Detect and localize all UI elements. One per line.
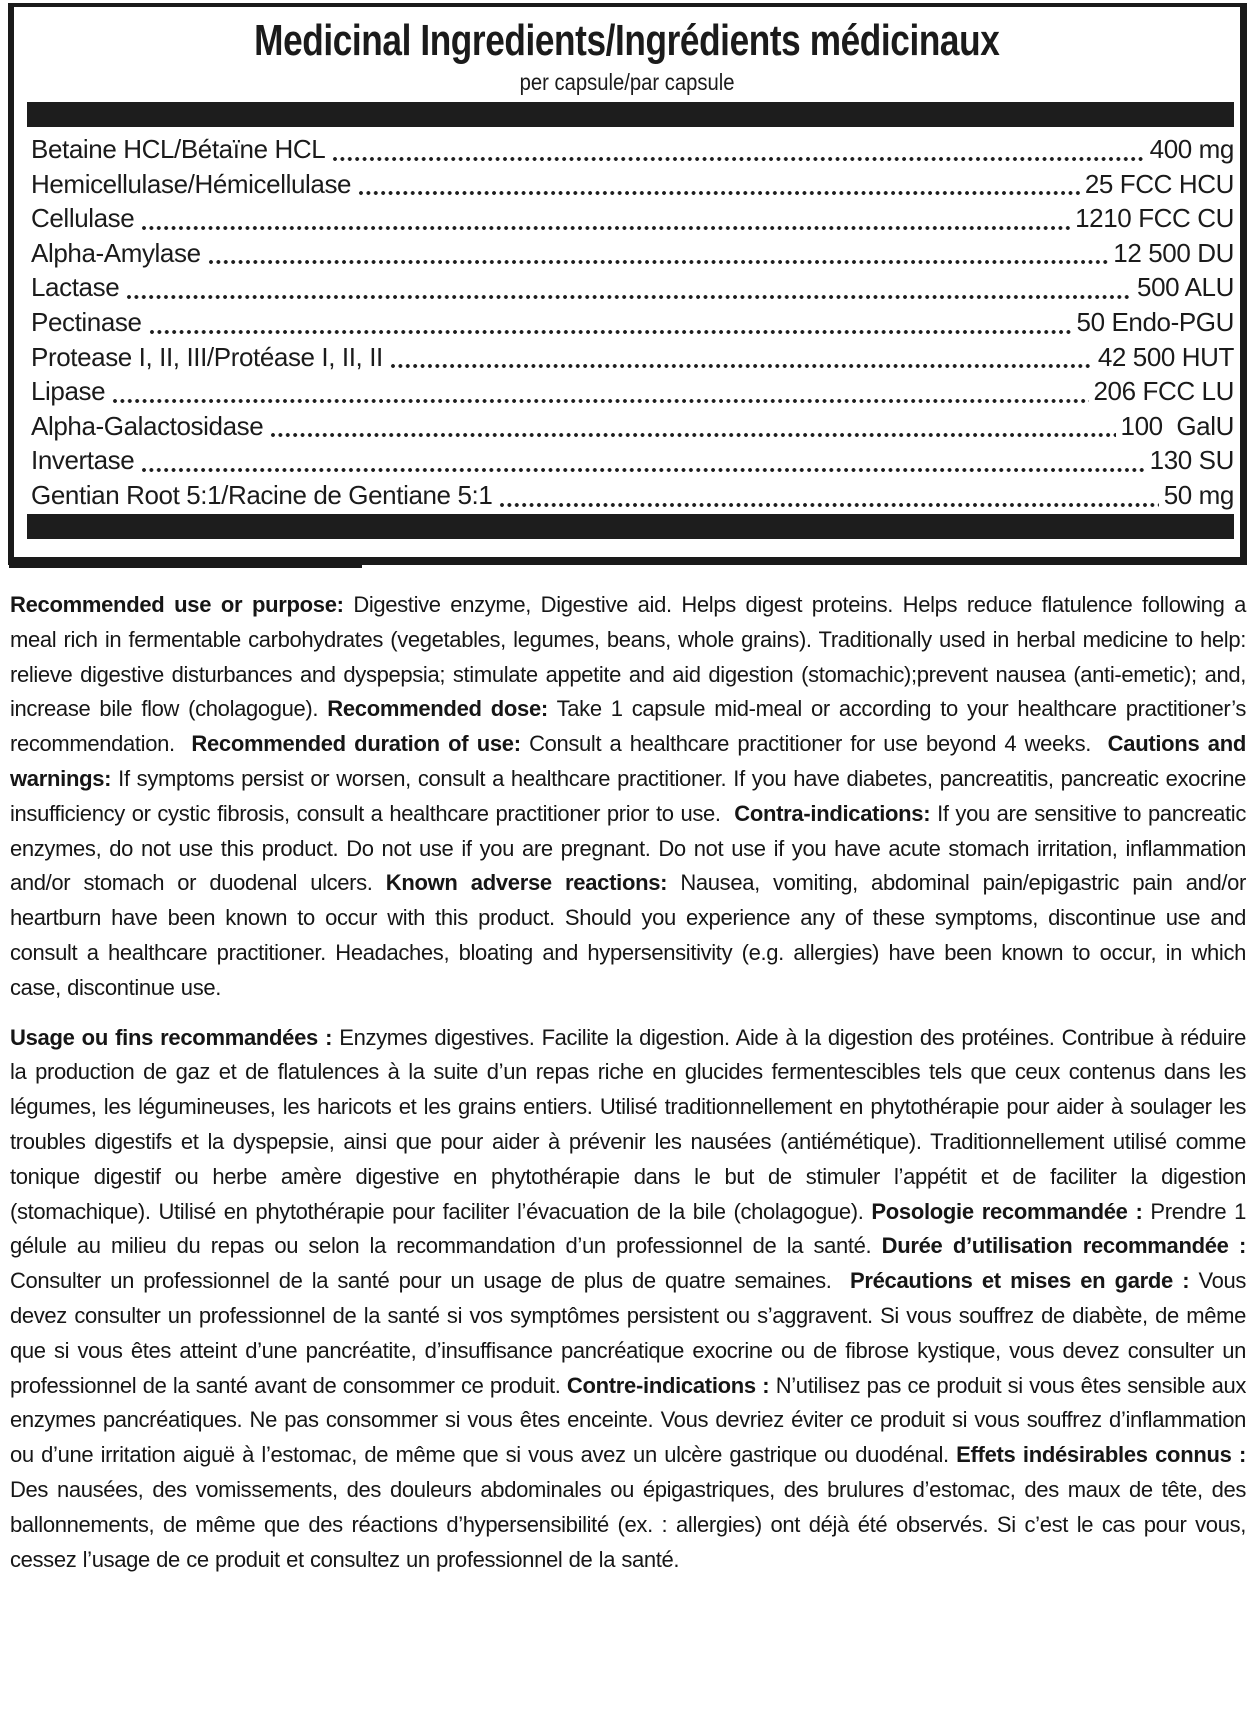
info-heading-run: Usage ou fins recommandées : — [10, 1024, 333, 1050]
ingredient-row — [31, 270, 1234, 305]
panel-subtitle — [14, 67, 1240, 97]
info-heading-run: Contre-indications : — [566, 1372, 770, 1398]
divider-bar-top — [27, 102, 1234, 127]
info-text-run: Des nausées, des vomissements, des douleurs abdominales ou épigastriques, des brulures d’estomac, des maux de tête, des ballonnements, de même que des réactions d’hypersensibilité (ex. : allergies) ont déjà été observés. Si c’est le cas pour vous, cessez l’usage de ce produit et consultez un professionnel de la santé. — [10, 1476, 1246, 1572]
ingredient-value: 206 FCC LU — [1093, 376, 1234, 407]
ingredient-value: 400 mg — [1149, 134, 1234, 164]
info-section — [10, 588, 1246, 1577]
info-heading-run: Durée d’utilisation recommandée : — [881, 1233, 1246, 1259]
medicinal-ingredients-panel — [8, 3, 1247, 565]
panel-title-text: Medicinal Ingredients/Ingrédients médicinaux — [254, 16, 1000, 65]
dot-leader — [141, 225, 1070, 231]
ingredient-name: Protease I, II, III/Protéase I, II, II — [31, 341, 383, 372]
divider-bar-bottom — [27, 514, 1234, 539]
info-text-run: Enzymes digestives. Facilite la digestion. Aide à la digestion des protéines. Contribue à réduire la production de gaz et de flatulences à la suite d’un repas riche en glucides fermentescibles tels que ceux contenus dans les légumes, les légumineuses, les haricots et les grains entiers. Utilisé traditionnellement en phytothérapie pour aider à soulager les troubles digestifs et la dyspepsie, ainsi que pour aider à prévenir les nausées (antiémétique). Traditionnellement utilisé comme tonique digestif ou herbe amère digestive en phytothérapie dans le but de stimuler l’appétit et de faciliter la digestion (stomachique). Utilisé en phytothérapie pour faciliter l’évacuation de la bile (cholagogue). — [10, 1024, 1247, 1224]
ingredient-name: Lipase — [31, 376, 106, 407]
ingredient-name: Pectinase — [31, 306, 142, 337]
info-text-run: Nausea, vomiting, abdominal pain/epigastric pain and/or heartburn have been known to occur with this product. Should you experience any of these symptoms, discontinue use and consult a healthcare practitioner. Headaches, bloating and hypersensitivity (e.g. allergies) have been known to occur, in which case, discontinue use. — [10, 870, 1246, 1000]
info-text-run: If you are sensitive to pancreatic enzymes, do not use this product. Do not use if you are pregnant. Do not use if you have acute stomach irritation, inflammation and/or stomach or duodenal ulcers. — [10, 800, 1246, 896]
ingredient-value: 500 ALU — [1137, 272, 1234, 303]
panel-border-step — [9, 565, 362, 568]
english-info-paragraph — [10, 588, 1246, 1006]
ingredient-name: Alpha-Amylase — [31, 237, 201, 268]
info-text-run: Take 1 capsule mid-meal or according to your healthcare practitioner’s recommendation. — [10, 696, 1246, 757]
info-text-run: N’utilisez pas ce produit si vous êtes sensible aux enzymes pancréatiques. Ne pas consommer si vous êtes enceinte. Vous devriez éviter ce produit si vous souffrez d’inflammation ou d’une irritation aiguë à l’estomac, de même que si vous avez un ulcère gastrique ou duodénal. — [10, 1372, 1246, 1468]
dot-leader — [208, 259, 1109, 265]
ingredient-name: Cellulase — [31, 203, 135, 234]
info-heading-run: Cautions and warnings: — [10, 731, 1246, 791]
ingredient-value: 42 500 HUT — [1097, 341, 1234, 372]
dot-leader — [358, 190, 1080, 196]
info-heading-run: Recommended dose: — [327, 696, 548, 722]
ingredient-name: Gentian Root 5:1/Racine de Gentiane 5:1 — [31, 479, 493, 510]
ingredient-name: Betaine HCL/Bétaïne HCL — [31, 134, 326, 164]
ingredient-row — [31, 374, 1234, 409]
info-heading-run: Effets indésirables connus : — [956, 1442, 1246, 1468]
ingredient-value: 50 Endo-PGU — [1076, 306, 1234, 337]
dot-leader — [390, 363, 1093, 369]
dot-leader — [270, 432, 1115, 438]
ingredient-name: Hemicellulase/Hémicellulase — [31, 168, 352, 199]
info-text-run: If symptoms persist or worsen, consult a healthcare practitioner. If you have diabetes, pancreatitis, pancreatic exocrine insufficiency or cystic fibrosis, consult a healthcare practitioner prior to use. — [10, 765, 1246, 826]
info-text-run: Consulter un professionnel de la santé pour un usage de plus de quatre semaines. — [10, 1268, 850, 1294]
panel-title — [14, 15, 1240, 67]
ingredient-row — [31, 167, 1234, 202]
ingredient-row — [31, 443, 1234, 478]
info-heading-run: Known adverse reactions: — [385, 870, 668, 896]
ingredient-name: Lactase — [31, 272, 120, 303]
dot-leader — [149, 329, 1072, 335]
ingredient-row — [31, 305, 1234, 340]
dot-leader — [499, 502, 1158, 508]
ingredient-row — [31, 478, 1234, 513]
info-heading-run: Recommended duration of use: — [191, 731, 521, 757]
info-heading-run: Recommended use or purpose: — [10, 592, 344, 617]
ingredient-value: 1210 FCC CU — [1075, 203, 1234, 234]
dot-leader — [112, 398, 1088, 404]
ingredient-value: 130 SU — [1149, 445, 1234, 476]
panel-subtitle-text: per capsule/par capsule — [519, 69, 735, 95]
info-heading-run: Précautions et mises en garde : — [849, 1268, 1190, 1294]
info-text-run: Vous devez consulter un professionnel de la santé si vos symptômes persistent ou s’aggravent. Si vous souffrez de diabète, de même que si vous êtes atteint d’une pancréatite, d’insuffisance pancréatique exocrine ou de fibrose kystique, vous devez consulter un professionnel de la santé avant de consommer ce produit. — [10, 1268, 1247, 1398]
dot-leader — [332, 156, 1144, 162]
ingredient-row — [31, 236, 1234, 271]
info-text-run: Digestive enzyme, Digestive aid. Helps digest proteins. Helps reduce flatulence following a meal rich in fermentable carbohydrates (vegetables, legumes, beans, whole grains). Traditionally used in herbal medicine to help: relieve digestive disturbances and dyspepsia; stimulate appetite and aid digestion (stomachic);prevent nausea (anti-emetic); and, increase bile flow (cholagogue). — [10, 592, 1246, 722]
ingredient-name: Alpha-Galactosidase — [31, 410, 264, 441]
info-heading-run: Contra-indications: — [734, 800, 931, 826]
ingredient-value: 12 500 DU — [1113, 237, 1234, 268]
info-text-run: Consult a healthcare practitioner for use beyond 4 weeks. — [520, 731, 1108, 757]
ingredient-name: Invertase — [31, 445, 135, 476]
ingredient-value: 25 FCC HCU — [1084, 168, 1234, 199]
ingredient-value: 50 mg — [1163, 479, 1234, 510]
ingredient-row — [31, 201, 1234, 236]
info-heading-run: Posologie recommandée : — [871, 1198, 1143, 1224]
ingredients-list — [14, 127, 1240, 513]
ingredient-row — [31, 132, 1234, 167]
dot-leader — [126, 294, 1132, 300]
ingredient-row — [31, 409, 1234, 444]
ingredient-value: 100 GalU — [1120, 410, 1234, 441]
french-info-paragraph — [10, 1021, 1246, 1578]
info-text-run: Prendre 1 gélule au milieu du repas ou selon la recommandation d’un professionnel de la santé. — [10, 1198, 1246, 1259]
ingredient-row — [31, 340, 1234, 375]
dot-leader — [141, 467, 1144, 473]
